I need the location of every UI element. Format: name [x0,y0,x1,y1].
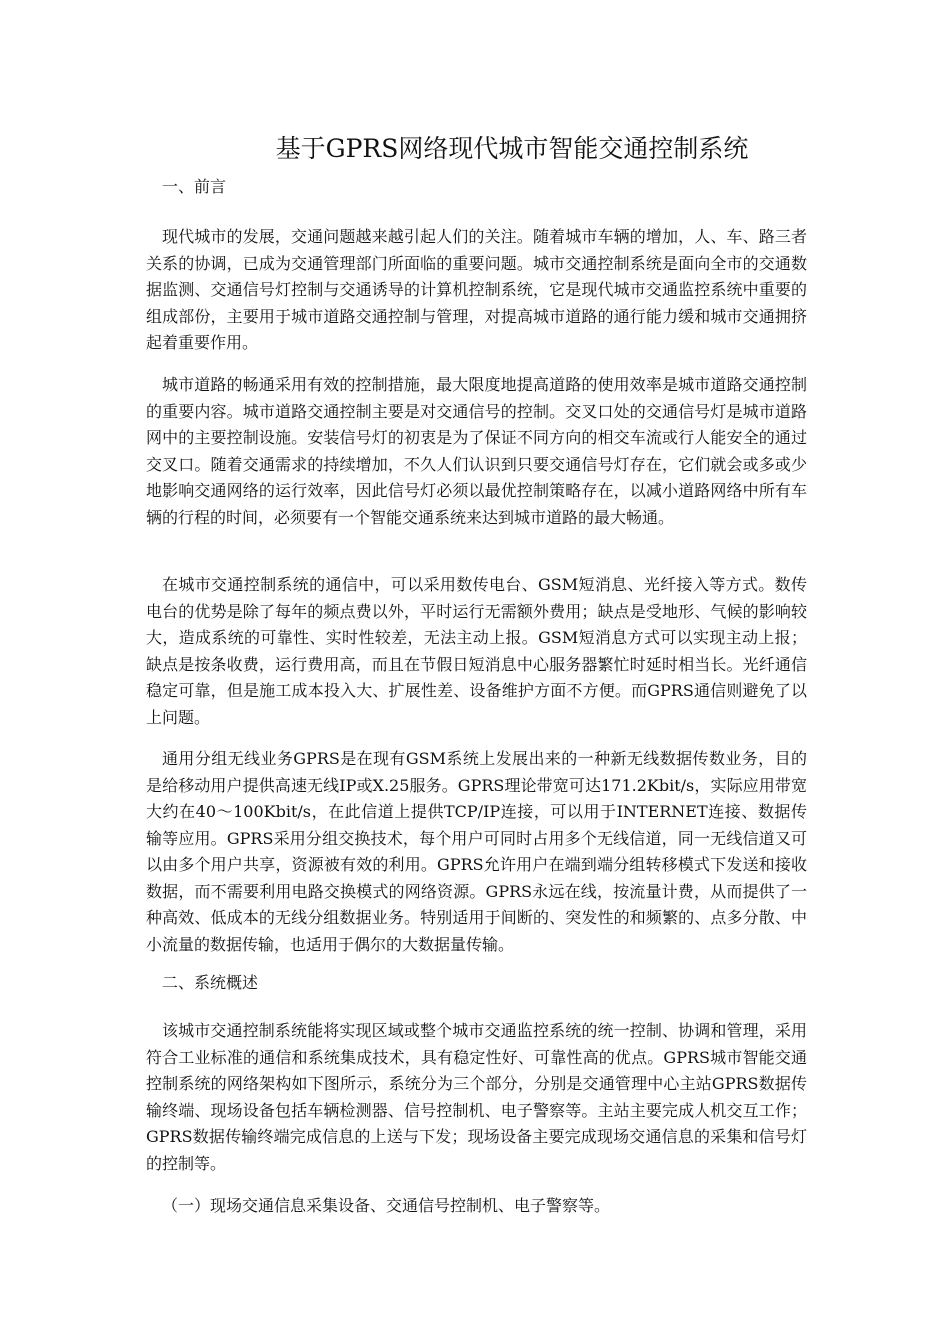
paragraph: 城市道路的畅通采用有效的控制措施，最大限度地提高道路的使用效率是城市道路交通控制的重要内容。城市道路交通控制主要是对交通信号的控制。交叉口处的交通信号灯是城市道路网中的主要控制设施。安装信号灯的初衷是为了保证不同方向的相交车流或行人能安全的通过交叉口。随着交通需求的持续增加，不久人们认识到只要交通信号灯存在，它们就会或多或少地影响交通网络的运行效率，因此信号灯必须以最优控制策略存在，以减小道路网络中所有车辆的行程的时间，必须要有一个智能交通系统来达到城市道路的最大畅通。 [146,375,807,527]
paragraph: 通用分组无线业务GPRS是在现有GSM系统上发展出来的一种新无线数据传数业务，目的是给移动用户提供高速无线IP或X.25服务。GPRS理论带宽可达171.2Kbit/s，实际应用带宽大约在40～100Kbit/s，在此信道上提供TCP/IP连接，可以用于INTERNET连接、数据传输等应用。GPRS采用分组交换技术，每个用户可同时占用多个无线信道，同一无线信道又可以由多个用户共享，资源被有效的利用。GPRS允许用户在端到端分组转移模式下发送和接收数据，而不需要利用电路交换模式的网络资源。GPRS永远在线，按流量计费，从而提供了一种高效、低成本的无线分组数据业务。特别适用于间断的、突发性的和频繁的、点多分散、中小流量的数据传输，也适用于偶尔的大数据量传输。 [146,749,807,954]
section-heading-preface: 一、前言 [162,177,227,196]
section-heading-overview: 二、系统概述 [162,973,259,992]
paragraph: 在城市交通控制系统的通信中，可以采用数传电台、GSM短消息、光纤接入等方式。数传电台的优势是除了每年的频点费以外，平时运行无需额外费用；缺点是受地形、气候的影响较大，造成系统的可靠性、实时性较差，无法主动上报。GSM短消息方式可以实现主动上报；缺点是按条收费，运行费用高，而且在节假日短消息中心服务器繁忙时延时相当长。光纤通信稳定可靠，但是施工成本投入大、扩展性差、设备维护方面不方便。而GPRS通信则避免了以上问题。 [146,575,807,727]
document-title: 基于GPRS网络现代城市智能交通控制系统 [275,134,749,163]
subsection-heading: （一）现场交通信息采集设备、交通信号控制机、电子警察等。 [162,1196,611,1215]
paragraph: 现代城市的发展，交通问题越来越引起人们的关注。随着城市车辆的增加，人、车、路三者关系的协调，已成为交通管理部门所面临的重要问题。城市交通控制系统是面向全市的交通数据监测、交通信号灯控制与交通诱导的计算机控制系统，它是现代城市交通监控系统中重要的组成部份，主要用于城市道路交通控制与管理，对提高城市道路的通行能力缓和城市交通拥挤起着重要作用。 [146,227,807,352]
paragraph: 该城市交通控制系统能将实现区域或整个城市交通监控系统的统一控制、协调和管理，采用符合工业标准的通信和系统集成技术，具有稳定性好、可靠性高的优点。GPRS城市智能交通控制系统的网络架构如下图所示，系统分为三个部分，分别是交通管理中心主站GPRS数据传输终端、现场设备包括车辆检测器、信号控制机、电子警察等。主站主要完成人机交互工作；GPRS数据传输终端完成信息的上送与下发；现场设备主要完成现场交通信息的采集和信号灯的控制等。 [146,1021,807,1173]
